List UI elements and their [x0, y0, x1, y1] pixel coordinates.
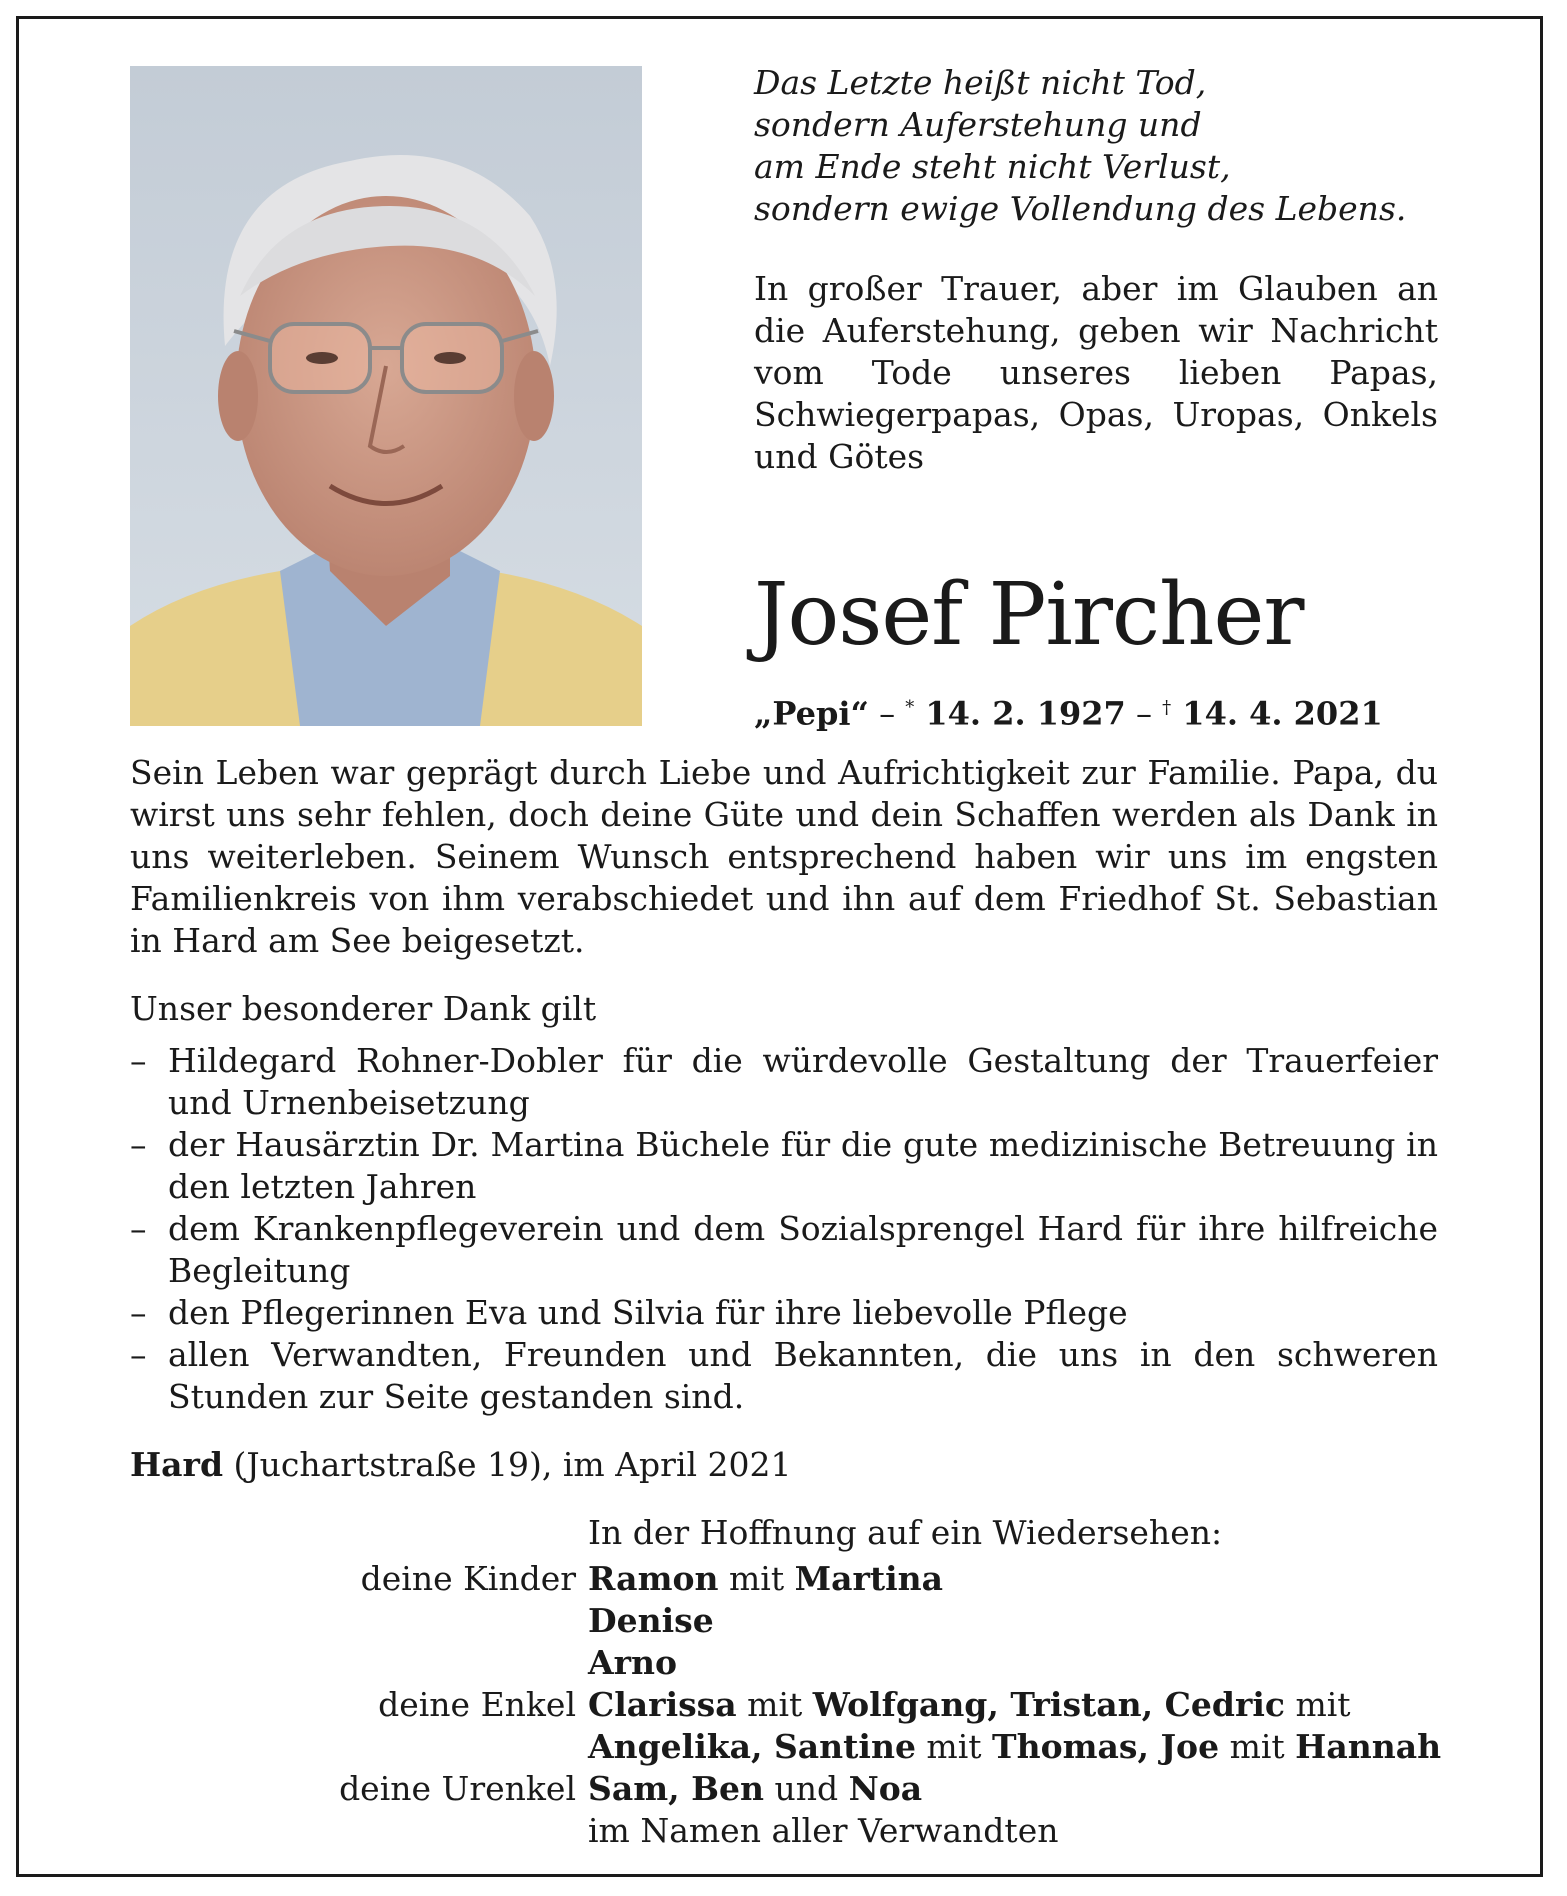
family-row: [300, 1558, 1480, 1600]
grandchildren-label: deine Enkel: [378, 1685, 576, 1724]
family-row: [300, 1600, 1480, 1642]
family-name: Denise: [588, 1601, 714, 1640]
connector: und: [764, 1769, 849, 1808]
family-name: Angelika, Santine: [588, 1727, 916, 1766]
list-item: [130, 1334, 1438, 1418]
family-name: Noa: [848, 1769, 923, 1808]
family-name: Hannah: [1295, 1727, 1442, 1766]
separator: –: [1125, 694, 1163, 733]
verse-line: sondern Auferstehung und: [754, 105, 1202, 144]
connector: mit: [915, 1727, 993, 1766]
list-item: [130, 1208, 1438, 1292]
portrait-photo: [130, 66, 642, 726]
list-item-text: dem Krankenpflegeverein und dem Sozialsprengel Hard für ihre hilfreiche Begleitung: [168, 1209, 1438, 1290]
mourners-list: [300, 1558, 1480, 1852]
list-item-text: allen Verwandten, Freunden und Bekannten, die uns in den schweren Stunden zur Seite gestanden sind.: [168, 1335, 1438, 1416]
dash-bullet: –: [130, 1125, 147, 1164]
list-item: [130, 1124, 1438, 1208]
nickname: „Pepi“: [754, 694, 869, 733]
greatgrandchildren-label: deine Urenkel: [339, 1769, 576, 1808]
hope-line: In der Hoffnung auf ein Wiedersehen:: [588, 1513, 1223, 1552]
family-row: [300, 1642, 1480, 1684]
connector: mit: [1284, 1685, 1351, 1724]
relatives-line: im Namen aller Verwandten: [588, 1811, 1059, 1850]
list-item: [130, 1292, 1438, 1334]
list-item-text: der Hausärztin Dr. Martina Büchele für die gute medizinische Betreuung in den letzten Jahren: [168, 1125, 1438, 1206]
family-name: Sam, Ben: [588, 1769, 764, 1808]
dash-bullet: –: [130, 1293, 147, 1332]
town: Hard: [130, 1445, 224, 1484]
deceased-name: Josef Pircher: [754, 565, 1304, 665]
verse-line: am Ende steht nicht Verlust,: [754, 147, 1231, 186]
family-name: Wolfgang, Tristan, Cedric: [812, 1685, 1285, 1724]
birth-symbol: *: [905, 697, 915, 718]
connector: mit: [1219, 1727, 1296, 1766]
family-name: Clarissa: [588, 1685, 737, 1724]
family-row: [300, 1810, 1480, 1852]
life-paragraph: Sein Leben war geprägt durch Liebe und Aufrichtigkeit zur Familie. Papa, du wirst uns sehr fehlen, doch deine Güte und dein Schaffen werden als Dank in uns weiterleben. Seinem Wunsch entsprechend haben wir uns im engsten Familienkreis von ihm verabschiedet und ihn auf dem Friedhof St. Sebastian in Hard am See beigesetzt.: [130, 753, 1438, 960]
connector: mit: [718, 1559, 795, 1598]
family-row: [300, 1768, 1480, 1810]
family-row: [300, 1726, 1480, 1768]
family-name: Martina: [794, 1559, 944, 1598]
children-label: deine Kinder: [360, 1559, 576, 1598]
verse-line: sondern ewige Vollendung des Lebens.: [754, 189, 1407, 228]
thanks-list: [130, 1040, 1438, 1418]
family-name: Thomas, Joe: [992, 1727, 1220, 1766]
list-item-text: Hildegard Rohner-Dobler für die würdevolle Gestaltung der Trauerfeier und Urnenbeisetzung: [168, 1041, 1438, 1122]
connector: mit: [736, 1685, 813, 1724]
list-item: [130, 1040, 1438, 1124]
dash-bullet: –: [130, 1335, 147, 1374]
thanks-heading: Unser besonderer Dank gilt: [130, 989, 597, 1028]
separator: –: [868, 694, 906, 733]
list-item-text: den Pflegerinnen Eva und Silvia für ihre liebevolle Pflege: [168, 1293, 1128, 1332]
intro-paragraph: In großer Trauer, aber im Glauben an die Auferstehung, geben wir Nachricht vom Tode unseres lieben Papas, Schwiegerpapas, Opas, Uropas, Onkels und Götes: [754, 269, 1438, 476]
verse-line: Das Letzte heißt nicht Tod,: [754, 63, 1207, 102]
family-name: Ramon: [588, 1559, 719, 1598]
death-date: 14. 4. 2021: [1171, 694, 1383, 733]
birth-date: 14. 2. 1927: [914, 694, 1126, 733]
dash-bullet: –: [130, 1041, 147, 1080]
address-date: (Juchartstraße 19), im April 2021: [223, 1445, 792, 1484]
death-symbol: †: [1162, 697, 1172, 718]
family-name: Arno: [588, 1643, 677, 1682]
verse-quote: [754, 62, 1474, 230]
life-dates: [754, 688, 1383, 734]
family-row: [300, 1684, 1480, 1726]
place-date: [130, 1444, 792, 1486]
dash-bullet: –: [130, 1209, 147, 1248]
